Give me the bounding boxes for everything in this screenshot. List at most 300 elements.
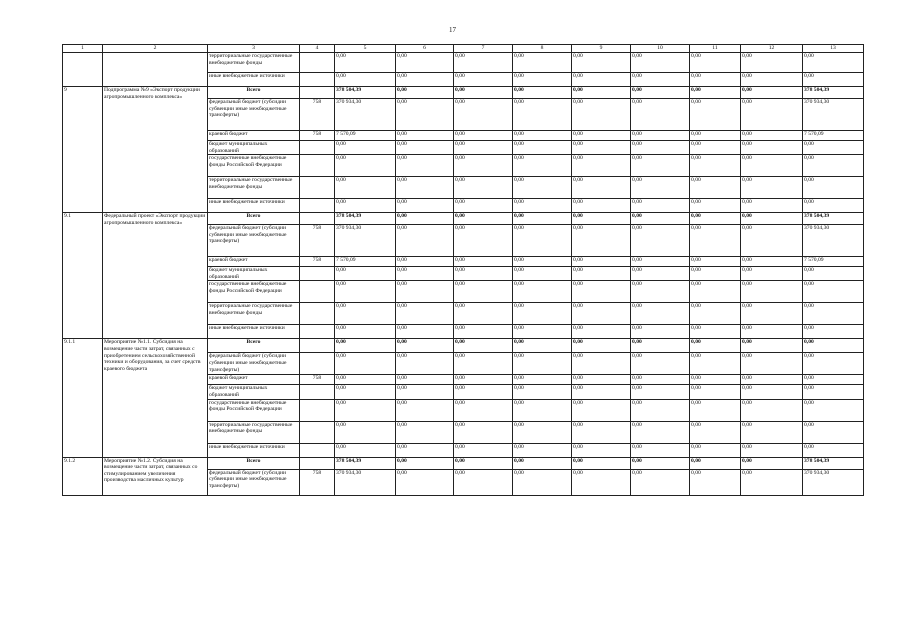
value-cell: 0,00	[396, 339, 454, 353]
value-cell: 0,00	[572, 131, 631, 141]
value-cell: 0,00	[454, 325, 513, 339]
value-cell: 0,00	[396, 399, 454, 421]
value-cell: 0,00	[513, 213, 572, 225]
budget-code	[300, 199, 335, 213]
value-cell: 0,00	[454, 457, 513, 469]
value-cell: 0,00	[631, 353, 690, 375]
value-cell: 0,00	[631, 73, 690, 87]
budget-code	[300, 353, 335, 375]
funding-source: государственные внебюджетные фонды Российской Федерации	[208, 281, 300, 303]
value-cell: 0,00	[396, 225, 454, 257]
value-cell: 0,00	[572, 375, 631, 385]
value-cell: 0,00	[454, 399, 513, 421]
value-cell: 0,00	[335, 303, 396, 325]
value-cell: 0,00	[631, 213, 690, 225]
value-cell: 0,00	[454, 213, 513, 225]
budget-code	[300, 155, 335, 177]
value-cell: 370 934,30	[803, 225, 864, 257]
value-cell: 0,00	[513, 177, 572, 199]
budget-code	[300, 339, 335, 353]
value-cell: 0,00	[741, 73, 803, 87]
funding-source: бюджет муниципальных образований	[208, 141, 300, 155]
value-cell: 0,00	[631, 53, 690, 73]
value-cell: 0,00	[454, 281, 513, 303]
header-cell: 11	[690, 45, 741, 53]
value-cell: 0,00	[690, 73, 741, 87]
value-cell: 0,00	[454, 199, 513, 213]
value-cell: 0,00	[454, 469, 513, 495]
value-cell: 0,00	[513, 325, 572, 339]
value-cell: 0,00	[335, 199, 396, 213]
funding-source: территориальные государственные внебюджетные фонды	[208, 177, 300, 199]
header-cell: 1	[63, 45, 103, 53]
value-cell: 0,00	[741, 267, 803, 281]
value-cell: 0,00	[396, 99, 454, 131]
value-cell: 0,00	[572, 325, 631, 339]
page-number: 17	[449, 26, 456, 34]
value-cell: 0,00	[741, 281, 803, 303]
value-cell: 7 570,09	[803, 131, 864, 141]
value-cell: 0,00	[572, 225, 631, 257]
value-cell: 0,00	[631, 199, 690, 213]
value-cell: 0,00	[572, 73, 631, 87]
value-cell: 0,00	[513, 87, 572, 99]
budget-code	[300, 213, 335, 225]
value-cell: 0,00	[513, 53, 572, 73]
funding-source: бюджет муниципальных образований	[208, 267, 300, 281]
value-cell: 0,00	[631, 385, 690, 399]
header-cell: 12	[741, 45, 803, 53]
value-cell: 0,00	[690, 199, 741, 213]
value-cell: 0,00	[396, 303, 454, 325]
budget-code: 758	[300, 131, 335, 141]
value-cell: 0,00	[454, 303, 513, 325]
value-cell: 0,00	[803, 73, 864, 87]
funding-source: федеральный бюджет (субсидии субвенции иные межбюджетные трансферты)	[208, 469, 300, 495]
value-cell: 0,00	[396, 73, 454, 87]
value-cell: 0,00	[396, 385, 454, 399]
value-cell: 0,00	[513, 443, 572, 457]
value-cell: 0,00	[396, 281, 454, 303]
value-cell: 0,00	[513, 131, 572, 141]
value-cell: 0,00	[690, 53, 741, 73]
value-cell: 0,00	[572, 155, 631, 177]
value-cell: 0,00	[572, 267, 631, 281]
header-cell: 9	[572, 45, 631, 53]
value-cell: 0,00	[690, 99, 741, 131]
budget-code	[300, 385, 335, 399]
value-cell: 0,00	[454, 177, 513, 199]
budget-code	[300, 325, 335, 339]
value-cell: 0,00	[631, 257, 690, 267]
value-cell: 0,00	[803, 53, 864, 73]
value-cell: 0,00	[631, 443, 690, 457]
row-number: 9.1.1	[63, 339, 103, 457]
funding-source: федеральный бюджет (субсидии субвенции иные межбюджетные трансферты)	[208, 225, 300, 257]
value-cell: 0,00	[454, 339, 513, 353]
row-number: 9	[63, 87, 103, 213]
value-cell: 0,00	[741, 155, 803, 177]
value-cell: 0,00	[396, 257, 454, 267]
value-cell: 0,00	[803, 141, 864, 155]
value-cell: 0,00	[396, 87, 454, 99]
value-cell: 0,00	[741, 325, 803, 339]
value-cell: 0,00	[396, 213, 454, 225]
value-cell: 0,00	[741, 339, 803, 353]
header-cell: 10	[631, 45, 690, 53]
value-cell: 0,00	[690, 267, 741, 281]
budget-code	[300, 303, 335, 325]
value-cell: 0,00	[396, 457, 454, 469]
value-cell: 0,00	[572, 177, 631, 199]
value-cell: 0,00	[513, 339, 572, 353]
value-cell: 0,00	[454, 53, 513, 73]
budget-code	[300, 421, 335, 443]
value-cell: 0,00	[396, 375, 454, 385]
budget-code	[300, 141, 335, 155]
value-cell: 0,00	[396, 469, 454, 495]
value-cell: 0,00	[803, 177, 864, 199]
value-cell: 0,00	[454, 375, 513, 385]
budget-code	[300, 73, 335, 87]
table-row	[63, 53, 864, 73]
value-cell: 0,00	[513, 469, 572, 495]
budget-table	[62, 44, 864, 496]
value-cell: 0,00	[396, 53, 454, 73]
funding-source: иные внебюджетные источники	[208, 73, 300, 87]
budget-code: 758	[300, 469, 335, 495]
value-cell: 7 570,09	[803, 257, 864, 267]
value-cell: 0,00	[741, 87, 803, 99]
value-cell: 0,00	[572, 213, 631, 225]
value-cell: 0,00	[803, 325, 864, 339]
value-cell: 0,00	[335, 339, 396, 353]
header-cell: 7	[454, 45, 513, 53]
budget-code	[300, 281, 335, 303]
value-cell: 370 934,30	[335, 225, 396, 257]
value-cell: 0,00	[454, 73, 513, 87]
value-cell: 0,00	[513, 281, 572, 303]
funding-source: Всего	[208, 87, 300, 99]
value-cell: 0,00	[513, 399, 572, 421]
value-cell: 0,00	[803, 155, 864, 177]
value-cell: 0,00	[803, 303, 864, 325]
funding-source: Всего	[208, 339, 300, 353]
header-cell: 5	[335, 45, 396, 53]
row-number	[63, 53, 103, 87]
budget-code	[300, 457, 335, 469]
value-cell: 0,00	[454, 443, 513, 457]
table-row	[63, 213, 864, 225]
program-name	[103, 53, 208, 87]
value-cell: 0,00	[741, 385, 803, 399]
budget-code	[300, 53, 335, 73]
value-cell: 0,00	[335, 141, 396, 155]
value-cell: 0,00	[396, 353, 454, 375]
value-cell: 378 504,39	[335, 213, 396, 225]
value-cell: 0,00	[803, 353, 864, 375]
value-cell: 0,00	[631, 469, 690, 495]
value-cell: 0,00	[741, 199, 803, 213]
value-cell: 0,00	[454, 99, 513, 131]
value-cell: 0,00	[454, 267, 513, 281]
value-cell: 0,00	[631, 281, 690, 303]
value-cell: 0,00	[803, 385, 864, 399]
value-cell: 0,00	[572, 457, 631, 469]
value-cell: 0,00	[513, 385, 572, 399]
value-cell: 0,00	[631, 325, 690, 339]
value-cell: 0,00	[513, 457, 572, 469]
value-cell: 0,00	[631, 457, 690, 469]
value-cell: 0,00	[690, 213, 741, 225]
funding-source: бюджет муниципальных образований	[208, 385, 300, 399]
funding-source: иные внебюджетные источники	[208, 325, 300, 339]
value-cell: 0,00	[741, 99, 803, 131]
value-cell: 378 504,39	[803, 213, 864, 225]
header-cell: 2	[103, 45, 208, 53]
budget-code	[300, 87, 335, 99]
funding-source: Всего	[208, 213, 300, 225]
value-cell: 0,00	[572, 53, 631, 73]
value-cell: 0,00	[335, 53, 396, 73]
value-cell: 0,00	[513, 375, 572, 385]
value-cell: 0,00	[572, 443, 631, 457]
funding-source: иные внебюджетные источники	[208, 443, 300, 457]
value-cell: 0,00	[454, 155, 513, 177]
value-cell: 0,00	[690, 339, 741, 353]
value-cell: 0,00	[803, 421, 864, 443]
value-cell: 0,00	[631, 87, 690, 99]
value-cell: 0,00	[572, 385, 631, 399]
value-cell: 0,00	[572, 199, 631, 213]
budget-code: 758	[300, 225, 335, 257]
value-cell: 0,00	[396, 199, 454, 213]
value-cell: 0,00	[572, 141, 631, 155]
value-cell: 0,00	[803, 339, 864, 353]
value-cell: 378 504,39	[335, 457, 396, 469]
header-cell: 6	[396, 45, 454, 53]
value-cell: 0,00	[513, 199, 572, 213]
value-cell: 0,00	[741, 353, 803, 375]
funding-source: краевой бюджет	[208, 131, 300, 141]
value-cell: 0,00	[741, 257, 803, 267]
value-cell: 0,00	[690, 131, 741, 141]
table-row	[63, 339, 864, 353]
program-name: Подпрограмма №9 «Экспорт продукции агропромышленного комплекса»	[103, 87, 208, 213]
value-cell: 0,00	[513, 353, 572, 375]
funding-source: федеральный бюджет (субсидии субвенции иные межбюджетные трансферты)	[208, 353, 300, 375]
value-cell: 0,00	[741, 141, 803, 155]
value-cell: 0,00	[513, 303, 572, 325]
value-cell: 0,00	[690, 443, 741, 457]
program-name: Мероприятие №1.1. Субсидия на возмещение части затрат, связанных с приобретением сельскохозяйственной техники и оборудования, за счет средств краевого бюджета	[103, 339, 208, 457]
header-cell: 4	[300, 45, 335, 53]
value-cell: 0,00	[396, 443, 454, 457]
value-cell: 0,00	[454, 257, 513, 267]
value-cell: 0,00	[335, 267, 396, 281]
value-cell: 0,00	[690, 141, 741, 155]
value-cell: 0,00	[690, 257, 741, 267]
value-cell: 0,00	[741, 399, 803, 421]
program-name: Мероприятие №1.2. Субсидия на возмещение части затрат, связанных со стимулированием увеличения производства масличных культур	[103, 457, 208, 495]
funding-source: государственные внебюджетные фонды Российской Федерации	[208, 399, 300, 421]
value-cell: 370 934,30	[335, 469, 396, 495]
value-cell: 0,00	[631, 375, 690, 385]
value-cell: 0,00	[335, 443, 396, 457]
value-cell: 0,00	[631, 267, 690, 281]
value-cell: 0,00	[572, 399, 631, 421]
header-cell: 13	[803, 45, 864, 53]
budget-code	[300, 177, 335, 199]
value-cell: 0,00	[572, 303, 631, 325]
value-cell: 0,00	[572, 87, 631, 99]
budget-code	[300, 267, 335, 281]
value-cell: 0,00	[454, 141, 513, 155]
value-cell: 0,00	[335, 73, 396, 87]
header-cell: 8	[513, 45, 572, 53]
row-number: 9.1	[63, 213, 103, 339]
value-cell: 0,00	[631, 131, 690, 141]
value-cell: 7 570,09	[335, 131, 396, 141]
value-cell: 370 934,30	[803, 99, 864, 131]
value-cell: 0,00	[572, 257, 631, 267]
funding-source: территориальные государственные внебюджетные фонды	[208, 421, 300, 443]
value-cell: 0,00	[690, 421, 741, 443]
value-cell: 0,00	[803, 281, 864, 303]
header-cell: 3	[208, 45, 300, 53]
value-cell: 0,00	[741, 443, 803, 457]
value-cell: 0,00	[690, 457, 741, 469]
funding-source: территориальные государственные внебюджетные фонды	[208, 303, 300, 325]
value-cell: 0,00	[690, 303, 741, 325]
value-cell: 0,00	[454, 421, 513, 443]
budget-code	[300, 443, 335, 457]
value-cell: 0,00	[690, 353, 741, 375]
value-cell: 0,00	[335, 177, 396, 199]
funding-source: краевой бюджет	[208, 375, 300, 385]
value-cell: 0,00	[454, 353, 513, 375]
value-cell: 7 570,09	[335, 257, 396, 267]
value-cell: 0,00	[690, 87, 741, 99]
value-cell: 0,00	[572, 421, 631, 443]
value-cell: 0,00	[741, 375, 803, 385]
value-cell: 0,00	[690, 281, 741, 303]
value-cell: 0,00	[631, 339, 690, 353]
value-cell: 0,00	[396, 131, 454, 141]
value-cell: 0,00	[631, 141, 690, 155]
value-cell: 0,00	[396, 141, 454, 155]
value-cell: 0,00	[803, 375, 864, 385]
value-cell: 0,00	[513, 421, 572, 443]
value-cell: 0,00	[335, 281, 396, 303]
funding-source: иные внебюджетные источники	[208, 199, 300, 213]
value-cell: 0,00	[513, 99, 572, 131]
funding-source: Всего	[208, 457, 300, 469]
program-name: Федеральный проект «Экспорт продукции агропромышленного комплекса»	[103, 213, 208, 339]
budget-code: 758	[300, 257, 335, 267]
value-cell: 0,00	[396, 155, 454, 177]
value-cell: 0,00	[631, 155, 690, 177]
funding-source: территориальные государственные внебюджетные фонды	[208, 53, 300, 73]
value-cell: 0,00	[396, 267, 454, 281]
value-cell: 0,00	[454, 131, 513, 141]
value-cell: 0,00	[513, 73, 572, 87]
value-cell: 0,00	[572, 353, 631, 375]
value-cell: 0,00	[454, 225, 513, 257]
value-cell: 0,00	[690, 385, 741, 399]
value-cell: 0,00	[690, 469, 741, 495]
value-cell: 0,00	[335, 375, 396, 385]
budget-code	[300, 399, 335, 421]
value-cell: 0,00	[690, 155, 741, 177]
value-cell: 0,00	[513, 155, 572, 177]
value-cell: 0,00	[741, 303, 803, 325]
value-cell: 0,00	[741, 177, 803, 199]
value-cell: 0,00	[513, 267, 572, 281]
funding-source: федеральный бюджет (субсидии субвенции иные межбюджетные трансферты)	[208, 99, 300, 131]
row-number: 9.1.2	[63, 457, 103, 495]
value-cell: 0,00	[690, 225, 741, 257]
header-row	[63, 45, 864, 53]
value-cell: 0,00	[741, 131, 803, 141]
value-cell: 0,00	[631, 225, 690, 257]
value-cell: 0,00	[335, 325, 396, 339]
value-cell: 0,00	[335, 421, 396, 443]
value-cell: 0,00	[741, 225, 803, 257]
value-cell: 370 934,30	[803, 469, 864, 495]
value-cell: 0,00	[572, 99, 631, 131]
value-cell: 0,00	[803, 267, 864, 281]
value-cell: 0,00	[513, 257, 572, 267]
value-cell: 0,00	[572, 281, 631, 303]
value-cell: 0,00	[690, 399, 741, 421]
value-cell: 0,00	[335, 385, 396, 399]
value-cell: 0,00	[631, 303, 690, 325]
value-cell: 370 934,30	[335, 99, 396, 131]
value-cell: 0,00	[513, 225, 572, 257]
budget-code: 758	[300, 375, 335, 385]
value-cell: 0,00	[803, 199, 864, 213]
value-cell: 0,00	[631, 177, 690, 199]
value-cell: 0,00	[741, 457, 803, 469]
funding-source: краевой бюджет	[208, 257, 300, 267]
funding-source: государственные внебюджетные фонды Российской Федерации	[208, 155, 300, 177]
value-cell: 0,00	[454, 87, 513, 99]
value-cell: 0,00	[454, 385, 513, 399]
value-cell: 0,00	[631, 99, 690, 131]
table-row	[63, 457, 864, 469]
value-cell: 0,00	[335, 155, 396, 177]
value-cell: 0,00	[396, 325, 454, 339]
value-cell: 0,00	[690, 375, 741, 385]
value-cell: 0,00	[741, 469, 803, 495]
value-cell: 0,00	[803, 399, 864, 421]
value-cell: 0,00	[513, 141, 572, 155]
budget-code: 758	[300, 99, 335, 131]
value-cell: 0,00	[741, 421, 803, 443]
value-cell: 0,00	[741, 213, 803, 225]
table-row	[63, 87, 864, 99]
value-cell: 0,00	[572, 339, 631, 353]
value-cell: 0,00	[396, 421, 454, 443]
value-cell: 0,00	[690, 325, 741, 339]
value-cell: 378 504,39	[803, 87, 864, 99]
value-cell: 378 504,39	[803, 457, 864, 469]
value-cell: 0,00	[396, 177, 454, 199]
value-cell: 0,00	[690, 177, 741, 199]
value-cell: 0,00	[741, 53, 803, 73]
value-cell: 0,00	[631, 421, 690, 443]
